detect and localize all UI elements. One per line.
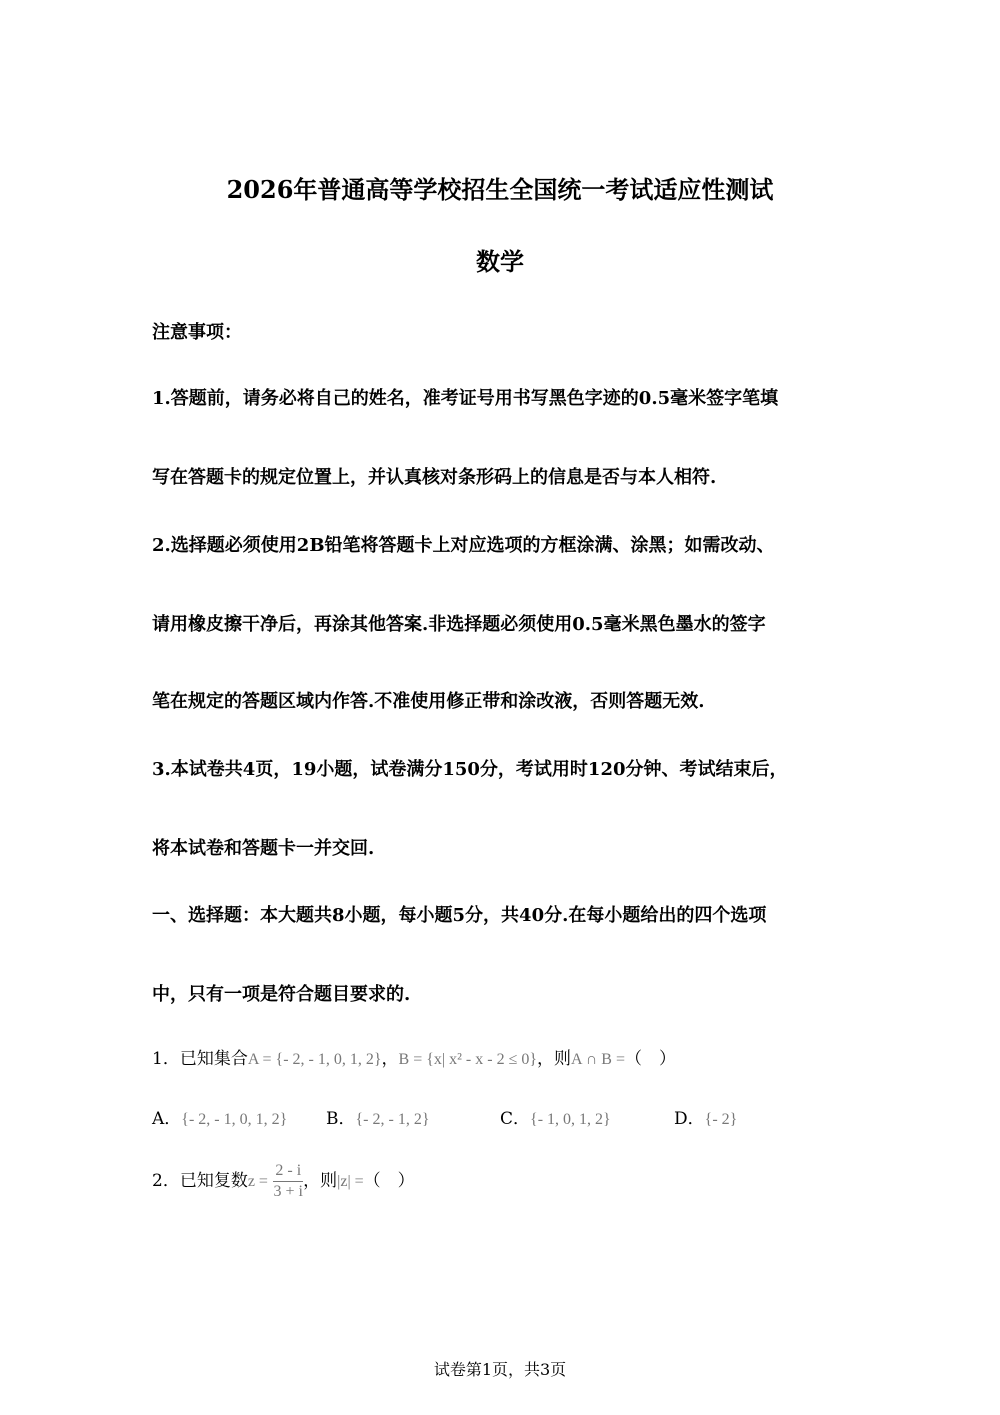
- q1-option-d-value: {- 2}: [704, 1111, 738, 1128]
- q2-numerator: 2 - i: [273, 1163, 303, 1182]
- exam-title: 2026年普通高等学校招生全国统一考试适应性测试: [226, 175, 774, 204]
- q1-prefix: 1．已知集合: [152, 1049, 248, 1069]
- q1-then: ，则: [537, 1049, 572, 1069]
- q1-set-a: A = {- 2, - 1, 0, 1, 2}: [247, 1051, 382, 1068]
- q1-option-d: [674, 1104, 737, 1129]
- notes-line-3: 2.选择题必须使用2B铅笔将答题卡上对应选项的方框涂满、涂黑；如需改动、: [152, 535, 775, 556]
- question-1: [152, 1044, 676, 1069]
- subject-title: 数学: [476, 247, 524, 276]
- notes-line-5: 笔在规定的答题区域内作答.不准使用修正带和涂改液，否则答题无效.: [152, 691, 705, 712]
- question-2: [152, 1163, 415, 1200]
- q1-option-b-value: {- 2, - 1, 2}: [355, 1111, 430, 1128]
- notes-line-6: 3.本试卷共4页，19小题，试卷满分150分，考试用时120分钟、考试结束后，: [152, 759, 788, 780]
- notes-line-2: 写在答题卡的规定位置上，并认真核对条形码上的信息是否与本人相符.: [152, 467, 717, 488]
- notes-heading: 注意事项：: [152, 322, 242, 343]
- q1-option-a-value: {- 2, - 1, 0, 1, 2}: [181, 1111, 288, 1128]
- q1-option-b: [326, 1104, 430, 1129]
- q1-answer-blank: （ ）: [624, 1049, 676, 1069]
- q1-option-d-label: D．: [674, 1109, 705, 1129]
- section-heading-line-2: 中，只有一项是符合题目要求的.: [152, 984, 411, 1005]
- q2-z: z =: [247, 1173, 268, 1190]
- q2-denominator: 3 + i: [273, 1183, 303, 1200]
- q1-option-c-label: C．: [500, 1109, 531, 1129]
- q1-option-c: [500, 1104, 611, 1129]
- page-footer: 试卷第1页，共3页: [433, 1360, 567, 1379]
- q2-abs: |z| =: [337, 1173, 364, 1190]
- q1-set-b: B = {x| x² - x - 2 ≤ 0}: [398, 1051, 538, 1068]
- q2-answer-blank: （ ）: [363, 1171, 415, 1191]
- notes-line-7: 将本试卷和答题卡一并交回.: [152, 838, 375, 859]
- q1-comma: ，: [381, 1049, 399, 1069]
- q1-option-a-label: A．: [152, 1109, 182, 1129]
- q1-option-a: [152, 1104, 287, 1129]
- q2-fraction: [273, 1163, 303, 1200]
- section-heading-line-1: 一、选择题：本大题共8小题，每小题5分，共40分.在每小题给出的四个选项: [152, 905, 767, 926]
- notes-line-1: 1.答题前，请务必将自己的姓名，准考证号用书写黑色字迹的0.5毫米签字笔填: [152, 388, 779, 409]
- q1-option-c-value: {- 1, 0, 1, 2}: [530, 1111, 611, 1128]
- q1-option-b-label: B．: [326, 1109, 356, 1129]
- q2-prefix: 2．已知复数: [152, 1171, 248, 1191]
- q2-then: ，则: [303, 1171, 338, 1191]
- notes-line-4: 请用橡皮擦干净后，再涂其他答案.非选择题必须使用0.5毫米黑色墨水的签字: [152, 614, 766, 635]
- q1-expression: A ∩ B =: [571, 1051, 625, 1068]
